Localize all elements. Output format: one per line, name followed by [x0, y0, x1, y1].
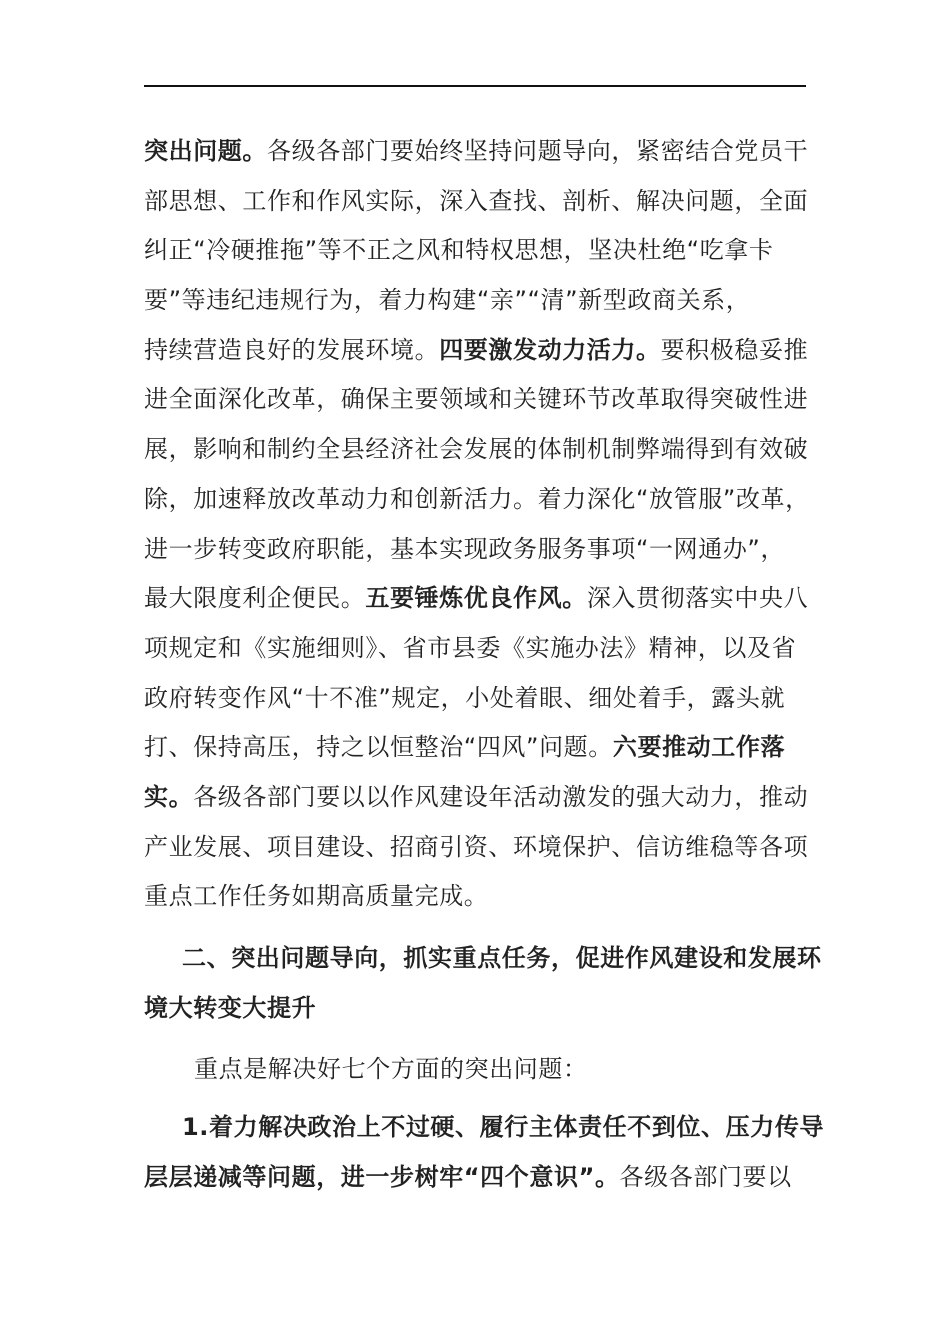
text-run: 除，加速释放改革动力和创新活力。着力深化“放管服”改革， [144, 484, 810, 513]
text-run: 项规定和《实施细则》、省市县委《实施办法》精神，以及省 [144, 633, 797, 662]
text-line [144, 475, 844, 525]
bold-run: 六要推动工作落 [612, 733, 786, 762]
bold-run: 突出问题。 [144, 137, 267, 165]
bold-run: 实。 [144, 782, 194, 811]
text-line [144, 226, 844, 276]
text-run: 要”等违纪违规行为，着力构建“亲”“清”新型政商关系， [144, 286, 751, 315]
text-run: 最大限度利企便民。 [144, 584, 366, 613]
text-run: 展，影响和制约全县经济社会发展的体制机制弊端得到有效破 [144, 435, 809, 464]
text-line [144, 574, 844, 624]
text-line [144, 823, 844, 873]
text-line [144, 177, 844, 227]
text-run: 要积极稳妥推 [660, 335, 809, 364]
bold-run: 五要锤炼优良作风。 [365, 584, 587, 613]
text-run: 进全面深化改革，确保主要领域和关键环节改革取得突破性进 [144, 385, 809, 414]
text-run: 政府转变作风“十不准”规定，小处着眼、细处着手，露头就 [144, 683, 786, 712]
section-heading-line: 境大转变大提升 [144, 993, 317, 1022]
text-line [144, 425, 844, 475]
text-run: 重点工作任务如期高质量完成。 [144, 882, 489, 911]
document-body [144, 127, 844, 1202]
text-run: 部思想、工作和作风实际，深入查找、剖析、解决问题，全面 [144, 186, 809, 215]
bold-run: 1.着力解决政治上不过硬、履行主体责任不到位、压力传导 [182, 1113, 825, 1142]
text-line [144, 375, 844, 425]
text-line [144, 1153, 844, 1203]
header-rule [144, 85, 806, 87]
text-line [144, 773, 844, 823]
body-paragraph [144, 127, 844, 922]
text-line [144, 872, 844, 922]
text-line [144, 674, 844, 724]
text-run: 深入贯彻落实中央八 [586, 584, 809, 613]
text-line [144, 723, 844, 773]
text-run: 各级各部门要以 [619, 1162, 792, 1191]
bold-run: 四要激发动力活力。 [439, 335, 661, 364]
intro-line: 重点是解决好七个方面的突出问题： [194, 1055, 588, 1084]
section-heading-line: 二、突出问题导向，抓实重点任务，促进作风建设和发展环 [182, 944, 822, 972]
text-line [144, 624, 844, 674]
text-run: 纠正“冷硬推拖”等不正之风和特权思想，坚决杜绝“吃拿卡 [144, 236, 774, 265]
text-run: 持续营造良好的发展环境。 [144, 335, 440, 364]
text-line [144, 276, 844, 326]
text-line [144, 127, 844, 177]
text-run: 各级各部门要以以作风建设年活动激发的强大动力，推动 [193, 782, 809, 811]
bold-run: 层层递减等问题，进一步树牢“四个意识”。 [144, 1162, 620, 1191]
text-run: 各级各部门要始终坚持问题导向，紧密结合党员干 [267, 137, 809, 165]
text-run: 打、保持高压，持之以恒整治“四风”问题。 [144, 733, 613, 762]
text-line [144, 1103, 844, 1153]
text-run: 进一步转变政府职能，基本实现政务服务事项“一网通办”， [144, 534, 786, 563]
text-line [144, 525, 844, 575]
text-line [144, 326, 844, 376]
text-run: 产业发展、项目建设、招商引资、环境保护、信访维稳等各项 [144, 832, 809, 861]
item-paragraph [144, 1103, 844, 1202]
